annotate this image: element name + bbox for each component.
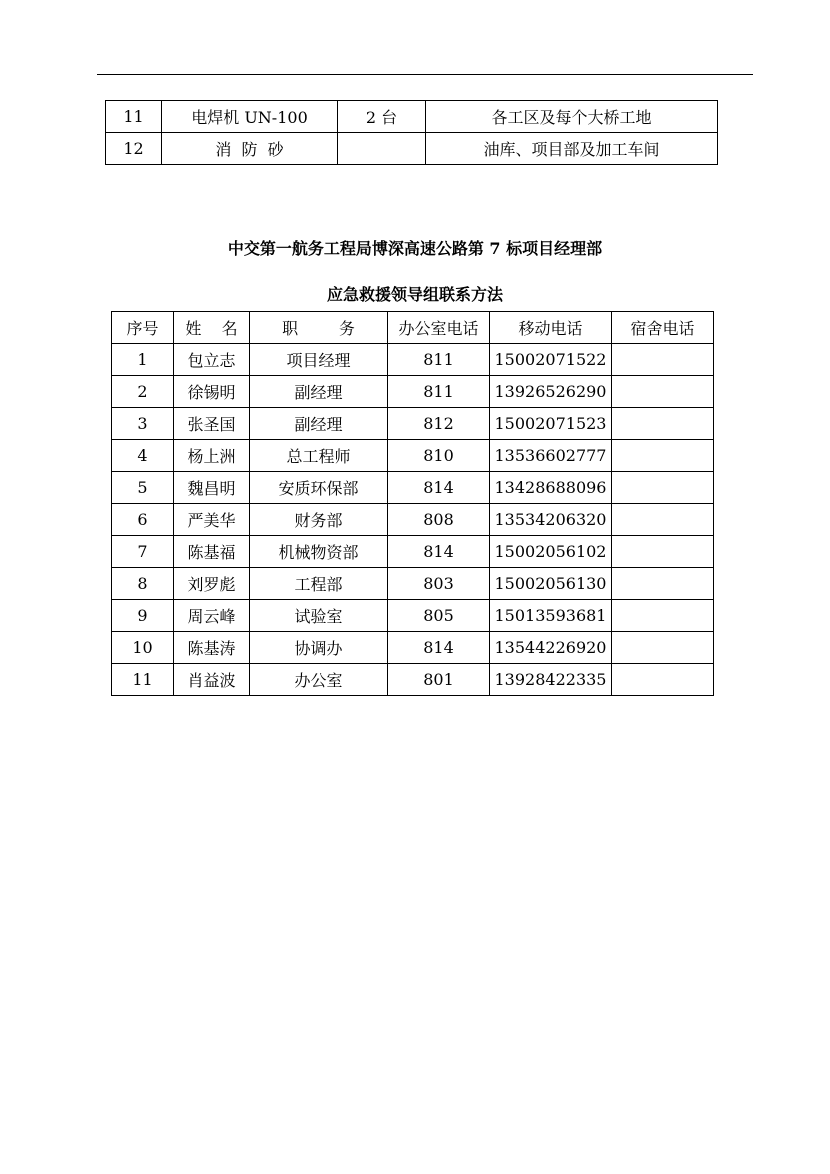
equipment-name: 消 防 砂 (162, 133, 338, 165)
contact-no: 7 (112, 536, 174, 568)
contact-role: 总工程师 (250, 440, 388, 472)
table-row (112, 440, 714, 472)
contact-role: 财务部 (250, 504, 388, 536)
contact-name: 包立志 (174, 344, 250, 376)
contact-dorm-phone (612, 664, 714, 696)
equipment-location: 各工区及每个大桥工地 (426, 101, 718, 133)
contact-mobile-phone: 13534206320 (490, 504, 612, 536)
contact-dorm-phone (612, 472, 714, 504)
contact-dorm-phone (612, 536, 714, 568)
table-row (112, 408, 714, 440)
contact-name: 严美华 (174, 504, 250, 536)
table-row (112, 632, 714, 664)
contact-role: 安质环保部 (250, 472, 388, 504)
table-row (112, 536, 714, 568)
contact-name: 陈基涛 (174, 632, 250, 664)
header-dorm-phone: 宿舍电话 (612, 312, 714, 344)
table-row (106, 133, 718, 165)
contact-mobile-phone: 13544226920 (490, 632, 612, 664)
equipment-table (105, 100, 718, 165)
contact-role: 工程部 (250, 568, 388, 600)
header-no: 序号 (112, 312, 174, 344)
contact-office-phone: 812 (388, 408, 490, 440)
header-rule (97, 74, 753, 75)
equipment-no: 11 (106, 101, 162, 133)
contact-dorm-phone (612, 632, 714, 664)
contact-mobile-phone: 13428688096 (490, 472, 612, 504)
contact-no: 6 (112, 504, 174, 536)
contact-name: 张圣国 (174, 408, 250, 440)
contact-role: 机械物资部 (250, 536, 388, 568)
contact-table (111, 311, 714, 696)
contact-office-phone: 814 (388, 536, 490, 568)
table-row (112, 472, 714, 504)
contact-role: 办公室 (250, 664, 388, 696)
contact-role: 副经理 (250, 376, 388, 408)
header-mobile-phone: 移动电话 (490, 312, 612, 344)
contact-name: 魏昌明 (174, 472, 250, 504)
header-role: 职 务 (250, 312, 388, 344)
contact-mobile-phone: 15002071522 (490, 344, 612, 376)
contact-no: 8 (112, 568, 174, 600)
contact-name: 陈基福 (174, 536, 250, 568)
contact-no: 10 (112, 632, 174, 664)
contact-office-phone: 803 (388, 568, 490, 600)
contact-name: 周云峰 (174, 600, 250, 632)
contact-office-phone: 805 (388, 600, 490, 632)
contact-role: 项目经理 (250, 344, 388, 376)
table-row (106, 101, 718, 133)
table-row (112, 600, 714, 632)
contact-no: 9 (112, 600, 174, 632)
contact-name: 刘罗彪 (174, 568, 250, 600)
table-row (112, 376, 714, 408)
document-subtitle: 应急救援领导组联系方法 (326, 285, 503, 304)
contact-office-phone: 808 (388, 504, 490, 536)
contact-dorm-phone (612, 408, 714, 440)
equipment-qty (338, 133, 426, 165)
contact-no: 11 (112, 664, 174, 696)
contact-no: 2 (112, 376, 174, 408)
contact-mobile-phone: 15002056102 (490, 536, 612, 568)
contact-dorm-phone (612, 568, 714, 600)
contact-no: 1 (112, 344, 174, 376)
contact-no: 3 (112, 408, 174, 440)
contact-role: 试验室 (250, 600, 388, 632)
contact-no: 5 (112, 472, 174, 504)
table-row (112, 344, 714, 376)
contact-mobile-phone: 13926526290 (490, 376, 612, 408)
contact-mobile-phone: 15002056130 (490, 568, 612, 600)
contact-mobile-phone: 13928422335 (490, 664, 612, 696)
contact-office-phone: 811 (388, 344, 490, 376)
contact-office-phone: 814 (388, 472, 490, 504)
contact-name: 杨上洲 (174, 440, 250, 472)
table-row (112, 504, 714, 536)
contact-office-phone: 811 (388, 376, 490, 408)
document-title: 中交第一航务工程局博深高速公路第 7 标项目经理部 (227, 239, 603, 258)
header-office-phone: 办公室电话 (388, 312, 490, 344)
table-header-row (112, 312, 714, 344)
contact-role: 协调办 (250, 632, 388, 664)
contact-no: 4 (112, 440, 174, 472)
contact-name: 徐锡明 (174, 376, 250, 408)
contact-office-phone: 801 (388, 664, 490, 696)
contact-dorm-phone (612, 600, 714, 632)
header-name: 姓 名 (174, 312, 250, 344)
contact-dorm-phone (612, 344, 714, 376)
table-row (112, 568, 714, 600)
contact-office-phone: 814 (388, 632, 490, 664)
contact-mobile-phone: 15013593681 (490, 600, 612, 632)
equipment-no: 12 (106, 133, 162, 165)
table-row (112, 664, 714, 696)
contact-dorm-phone (612, 376, 714, 408)
contact-mobile-phone: 13536602777 (490, 440, 612, 472)
equipment-name: 电焊机 UN-100 (162, 101, 338, 133)
contact-mobile-phone: 15002071523 (490, 408, 612, 440)
contact-name: 肖益波 (174, 664, 250, 696)
equipment-qty: 2 台 (338, 101, 426, 133)
contact-role: 副经理 (250, 408, 388, 440)
contact-dorm-phone (612, 440, 714, 472)
contact-dorm-phone (612, 504, 714, 536)
contact-office-phone: 810 (388, 440, 490, 472)
equipment-location: 油库、项目部及加工车间 (426, 133, 718, 165)
